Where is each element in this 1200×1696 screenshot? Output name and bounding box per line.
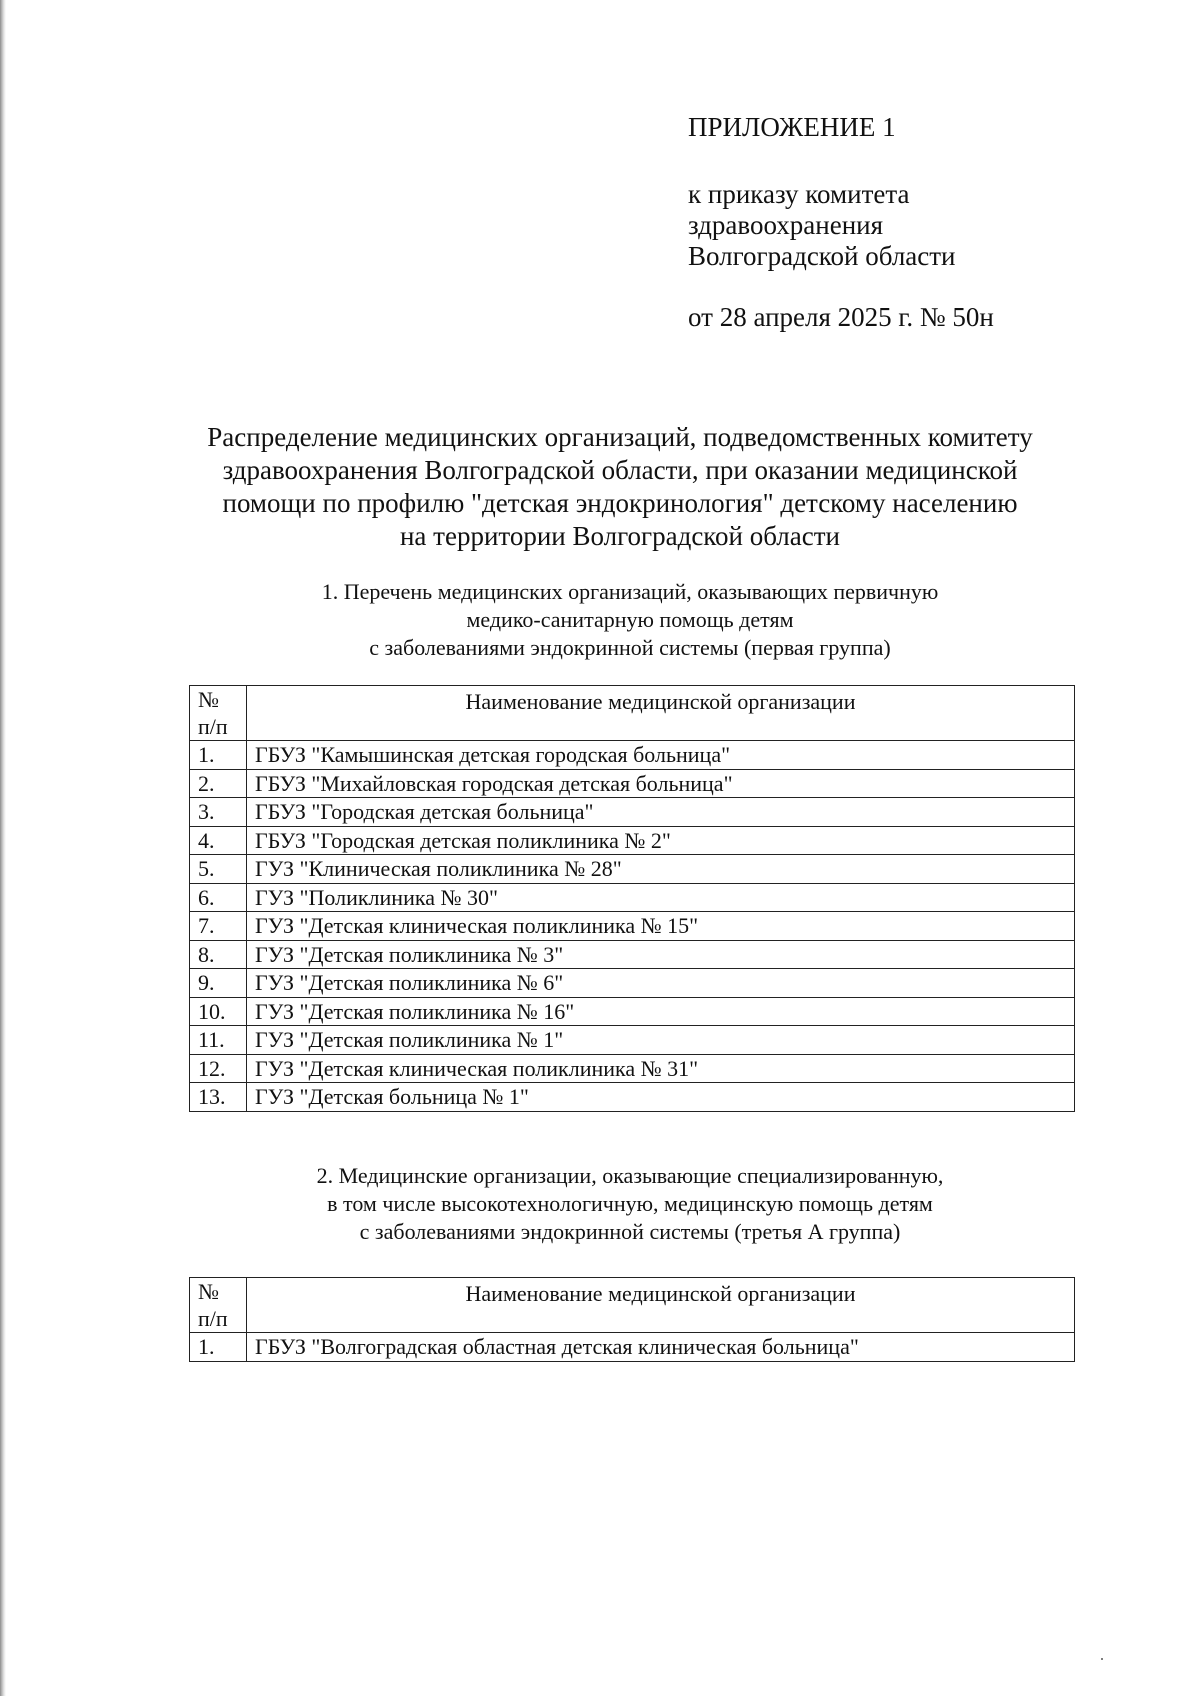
scan-edge-shadow [0, 0, 6, 1696]
row-number: 3. [190, 798, 247, 827]
row-number: 9. [190, 969, 247, 998]
row-number: 1. [190, 741, 247, 770]
row-number: 6. [190, 883, 247, 912]
organization-name: ГУЗ "Детская поликлиника № 6" [247, 969, 1075, 998]
document-title-line: помощи по профилю "детская эндокринология" детскому населению [222, 488, 1018, 518]
section-1-table-body [190, 741, 1075, 1112]
table-row [190, 912, 1075, 941]
column-header-number-line: № [198, 687, 219, 712]
organization-name: ГУЗ "Детская клиническая поликлиника № 31" [247, 1054, 1075, 1083]
organization-name: ГБУЗ "Городская детская поликлиника № 2" [247, 826, 1075, 855]
organization-name: ГУЗ "Детская поликлиника № 3" [247, 940, 1075, 969]
column-header-number-line: № [198, 1279, 219, 1304]
organization-name: ГУЗ "Детская поликлиника № 1" [247, 1026, 1075, 1055]
section-2-heading-line: с заболеваниями эндокринной системы (третья А группа) [359, 1219, 901, 1244]
table-row [190, 741, 1075, 770]
organization-name: ГУЗ "Детская поликлиника № 16" [247, 997, 1075, 1026]
annex-block [688, 112, 1128, 333]
row-number: 4. [190, 826, 247, 855]
row-number: 11. [190, 1026, 247, 1055]
organization-name: ГУЗ "Детская больница № 1" [247, 1083, 1075, 1112]
organization-name: ГБУЗ "Волгоградская областная детская клиническая больница" [247, 1333, 1075, 1362]
table-row [190, 883, 1075, 912]
annex-date: от 28 апреля 2025 г. № 50н [688, 302, 994, 332]
column-header-number [190, 1278, 247, 1333]
section-2-heading [180, 1162, 1080, 1246]
row-number: 12. [190, 1054, 247, 1083]
document-title [140, 421, 1100, 553]
section-2-heading-line: в том числе высокотехнологичную, медицинскую помощь детям [327, 1191, 933, 1216]
table-header-row [190, 686, 1075, 741]
section-1-heading [180, 578, 1080, 662]
section-2-heading-line: 2. Медицинские организации, оказывающие специализированную, [316, 1163, 944, 1188]
table-row [190, 855, 1075, 884]
column-header-number-line: п/п [198, 714, 228, 739]
row-number: 8. [190, 940, 247, 969]
column-header-name: Наименование медицинской организации [247, 1278, 1075, 1333]
section-1-heading-line: с заболеваниями эндокринной системы (первая группа) [369, 635, 891, 660]
row-number: 13. [190, 1083, 247, 1112]
table-row [190, 1026, 1075, 1055]
document-title-line: здравоохранения Волгоградской области, при оказании медицинской [222, 455, 1018, 485]
organization-name: ГУЗ "Клиническая поликлиника № 28" [247, 855, 1075, 884]
row-number: 10. [190, 997, 247, 1026]
table-row [190, 1333, 1075, 1362]
table-row [190, 798, 1075, 827]
annex-line: Волгоградской области [688, 241, 956, 271]
table-header-row [190, 1278, 1075, 1333]
section-2-table-body [190, 1333, 1075, 1362]
scan-speck [1101, 1658, 1103, 1660]
row-number: 7. [190, 912, 247, 941]
row-number: 2. [190, 769, 247, 798]
column-header-number-line: п/п [198, 1306, 228, 1331]
row-number: 1. [190, 1333, 247, 1362]
section-1-table [189, 685, 1075, 1112]
section-2-table [189, 1277, 1075, 1362]
table-row [190, 826, 1075, 855]
organization-name: ГБУЗ "Михайловская городская детская больница" [247, 769, 1075, 798]
document-title-line: Распределение медицинских организаций, подведомственных комитету [207, 422, 1033, 452]
organization-name: ГБУЗ "Камышинская детская городская больница" [247, 741, 1075, 770]
column-header-name: Наименование медицинской организации [247, 686, 1075, 741]
table-row [190, 769, 1075, 798]
annex-title: ПРИЛОЖЕНИЕ 1 [688, 112, 896, 142]
table-row [190, 940, 1075, 969]
section-1-heading-line: медико-санитарную помощь детям [466, 607, 794, 632]
organization-name: ГУЗ "Поликлиника № 30" [247, 883, 1075, 912]
table-row [190, 1054, 1075, 1083]
row-number: 5. [190, 855, 247, 884]
section-1-heading-line: 1. Перечень медицинских организаций, оказывающих первичную [321, 579, 939, 604]
table-row [190, 969, 1075, 998]
document-title-line: на территории Волгоградской области [399, 521, 840, 551]
organization-name: ГБУЗ "Городская детская больница" [247, 798, 1075, 827]
organization-name: ГУЗ "Детская клиническая поликлиника № 15" [247, 912, 1075, 941]
annex-line: к приказу комитета [688, 179, 910, 209]
table-row [190, 1083, 1075, 1112]
column-header-number [190, 686, 247, 741]
table-row [190, 997, 1075, 1026]
annex-line: здравоохранения [688, 210, 884, 240]
